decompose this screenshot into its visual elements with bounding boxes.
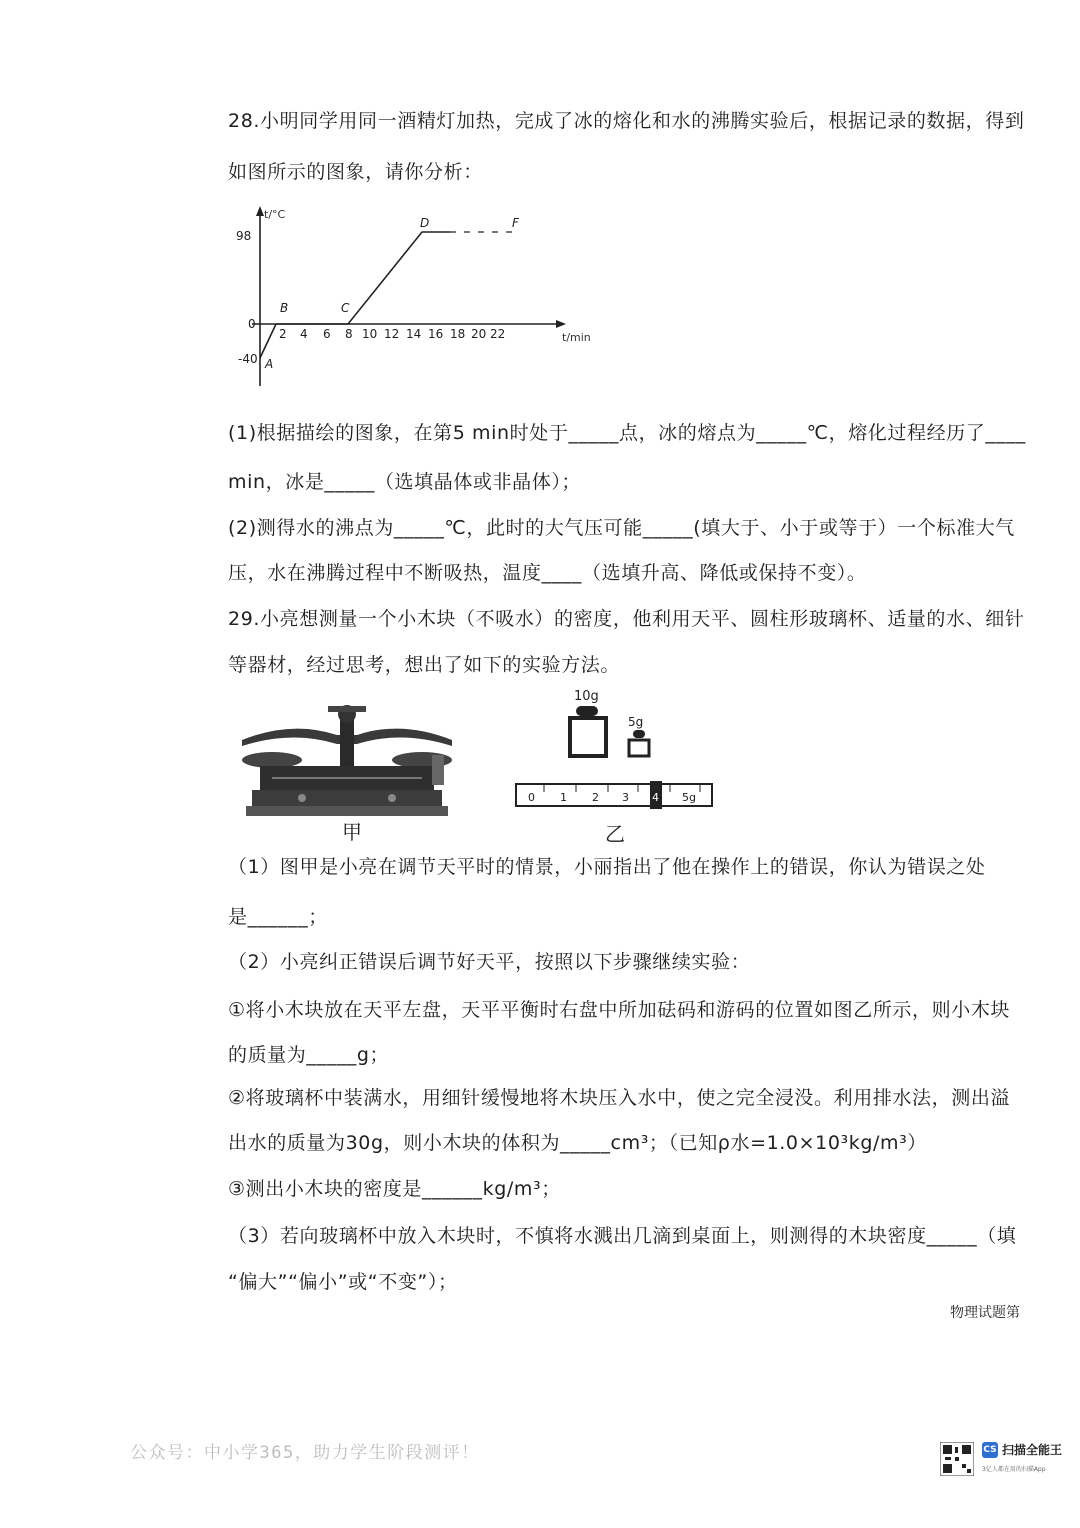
weight-small-knob: [633, 730, 645, 738]
q28-temperature-time-graph: [228, 196, 608, 396]
weight-big-knob: [576, 706, 598, 716]
page-footer-label: 物理试题第: [950, 1305, 1020, 1321]
x-tick-10: 10: [362, 327, 378, 341]
q28-part1-line2: min，冰是_____（选填晶体或非晶体）；: [228, 471, 582, 493]
q29-part1-line2: 是______；: [228, 906, 328, 928]
x-tick-12: 12: [384, 327, 400, 341]
qr-code-icon: [940, 1442, 974, 1476]
weight-small-label: 5g: [628, 715, 644, 729]
scanner-logo: CS: [982, 1442, 998, 1458]
x-tick-18: 18: [450, 327, 466, 341]
x-tick-6: 6: [323, 327, 331, 341]
x-tick-20: 20: [471, 327, 487, 341]
scanner-badge: [940, 1440, 1063, 1484]
q29-step3-line1: ③测出小木块的密度是______kg/m³；: [228, 1178, 561, 1200]
point-label-b: B: [280, 301, 289, 315]
x-axis-label: t/min: [562, 331, 591, 344]
x-tick-22: 22: [490, 327, 506, 341]
y-tick-neg40: -40: [238, 352, 258, 366]
q29-stem-line2: 等器材，经过思考，想出了如下的实验方法。: [228, 654, 621, 676]
q29-part3-line1: （3）若向玻璃杯中放入木块时，不慎将水溅出几滴到桌面上，则测得的木块密度_____（填: [228, 1225, 1017, 1247]
q29-stem-line1: 29.小亮想测量一个小木块（不吸水）的密度，他利用天平、圆柱形玻璃杯、适量的水、细针: [228, 608, 1025, 630]
ruler-tick-2: 2: [592, 791, 599, 804]
x-tick-4: 4: [300, 327, 308, 341]
ruler-tick-0: 0: [528, 791, 535, 804]
point-label-d: D: [420, 216, 430, 230]
ruler-tick-4: 4: [652, 791, 659, 804]
point-label-f: F: [512, 216, 519, 230]
q29-step1-line1: ①将小木块放在天平左盘，天平平衡时右盘中所加砝码和游码的位置如图乙所示，则小木块: [228, 999, 1011, 1021]
q28-part2-line1: (2)测得水的沸点为_____℃，此时的大气压可能_____(填大于、小于或等于）一个标准大气: [228, 517, 1015, 539]
y-tick-0: 0: [248, 317, 256, 331]
q28-stem-line2: 如图所示的图象，请你分析：: [228, 161, 483, 183]
point-label-a: A: [265, 357, 274, 371]
weight-small-body: [629, 740, 649, 756]
y-axis-arrow: [256, 206, 264, 216]
q29-step1-line2: 的质量为_____g；: [228, 1044, 390, 1066]
q29-part3-line2: “偏大”“偏小”或“不变”）；: [228, 1271, 458, 1293]
scanner-title: 扫描全能王: [1002, 1443, 1063, 1457]
point-label-c: C: [341, 301, 350, 315]
q28-stem-line1: 28.小明同学用同一酒精灯加热，完成了冰的熔化和水的沸腾实验后，根据记录的数据，得到: [228, 110, 1025, 132]
ruler-tick-1: 1: [560, 791, 567, 804]
weight-big-label: 10g: [574, 689, 599, 704]
figure-yi-weights-ruler: [510, 684, 720, 814]
x-tick-16: 16: [428, 327, 444, 341]
q29-part2-line1: （2）小亮纠正错误后调节好天平，按照以下步骤继续实验：: [228, 951, 751, 973]
weight-big-body: [570, 718, 606, 756]
x-axis-arrow: [556, 320, 566, 328]
y-axis-label: t/°C: [264, 208, 286, 221]
x-tick-14: 14: [406, 327, 422, 341]
q29-step2-line2: 出水的质量为30g，则小木块的体积为_____cm³；（已知ρ水=1.0×10³kg/m³）: [228, 1132, 927, 1154]
y-tick-98: 98: [236, 229, 252, 243]
q28-part1-line1: (1)根据描绘的图象，在第5 min时处于_____点，冰的熔点为_____℃，熔化过程经历了____: [228, 422, 1026, 444]
figure-jia-caption: 甲: [342, 820, 363, 844]
ruler-tick-3: 3: [622, 791, 629, 804]
x-tick-8: 8: [345, 327, 353, 341]
q28-part2-line2: 压，水在沸腾过程中不断吸热，温度____（选填升高、降低或保持不变）。: [228, 562, 867, 584]
watermark-text: 公众号：中小学365，助力学生阶段测评！: [130, 1443, 480, 1463]
q29-step2-line1: ②将玻璃杯中装满水，用细针缓慢地将木块压入水中，使之完全浸没。利用排水法，测出溢: [228, 1087, 1011, 1109]
q29-part1-line1: （1）图甲是小亮在调节天平时的情景，小丽指出了他在操作上的错误，你认为错误之处: [228, 856, 986, 878]
x-tick-2: 2: [279, 327, 287, 341]
ruler-tick-5: 5g: [682, 791, 696, 804]
figure-yi-caption: 乙: [605, 822, 626, 846]
scanner-subtitle: 3亿人都在用的扫描App: [982, 1466, 1046, 1473]
heating-curve: [260, 232, 450, 358]
